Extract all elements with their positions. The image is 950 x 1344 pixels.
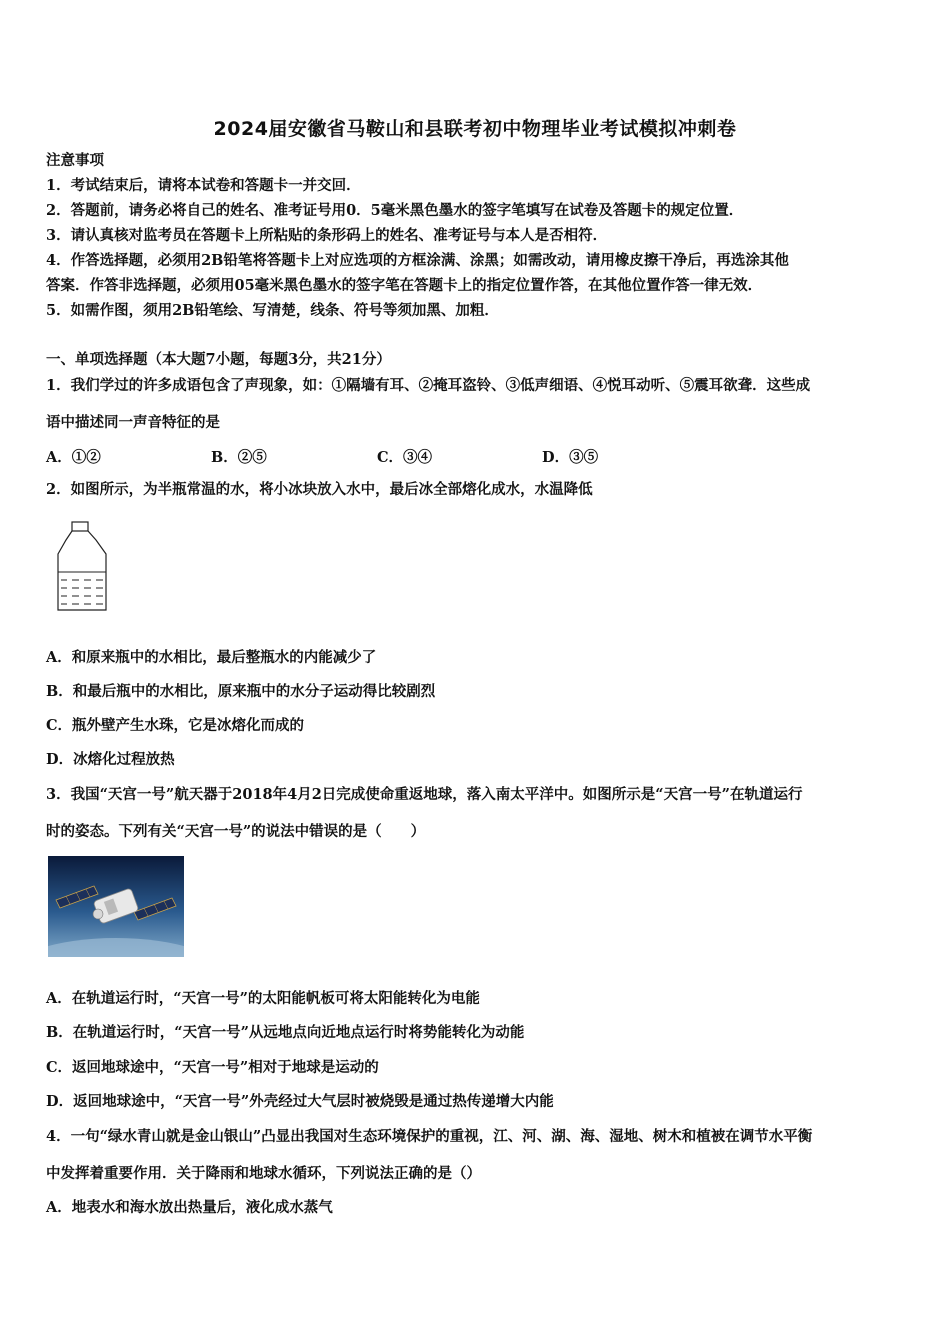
notice-item: 5．如需作图，须用2B铅笔绘、写清楚，线条、符号等须加黑、加粗．: [46, 302, 499, 319]
bottle-cap-shape: [72, 522, 88, 531]
question-3-stem: 3．我国“天宫一号”航天器于2018年4月2日完成使命重返地球，落入南太平洋中。如图所示是“天宫一号”在轨道运行: [46, 786, 803, 803]
notice-item: 2．答题前，请务必将自己的姓名、准考证号用0．5毫米黑色墨水的签字笔填写在试卷及答题卡的规定位置．: [46, 202, 744, 219]
question-4-option-a[interactable]: A．地表水和海水放出热量后，液化成水蒸气: [46, 1199, 333, 1216]
question-1-stem: 1．我们学过的许多成语包含了声现象，如：①隔墙有耳、②掩耳盗铃、③低声细语、④悦耳动听、⑤震耳欲聋．这些成: [46, 377, 811, 394]
half-bottle-figure: [52, 520, 112, 616]
option-c[interactable]: C．③④: [377, 449, 433, 466]
question-2-option-d[interactable]: D．冰熔化过程放热: [46, 751, 175, 768]
question-4-stem: 中发挥着重要作用．关于降雨和地球水循环，下列说法正确的是（）: [46, 1165, 481, 1182]
notice-heading: 注意事项: [46, 152, 104, 169]
question-1-stem: 语中描述同一声音特征的是: [46, 414, 220, 431]
option-a[interactable]: A．①②: [46, 449, 101, 466]
notice-item: 答案．作答非选择题，必须用05毫米黑色墨水的签字笔在答题卡上的指定位置作答，在其他位置作答一律无效．: [46, 277, 763, 294]
question-4-stem: 4．一句“绿水青山就是金山银山”凸显出我国对生态环境保护的重视，江、河、湖、海、湿地、树木和植被在调节水平衡: [46, 1128, 813, 1145]
bottle-body-shape: [58, 531, 106, 610]
option-b[interactable]: B．②⑤: [211, 449, 267, 466]
water-lines: [58, 572, 106, 604]
question-2-stem: 2．如图所示，为半瓶常温的水，将小冰块放入水中，最后冰全部熔化成水，水温降低: [46, 481, 593, 498]
question-3-option-c[interactable]: C．返回地球途中，“天宫一号”相对于地球是运动的: [46, 1059, 379, 1076]
question-3-stem: 时的姿态。下列有关“天宫一号”的说法中错误的是（ ）: [46, 823, 426, 840]
option-d[interactable]: D．③⑤: [542, 449, 599, 466]
question-3-option-d[interactable]: D．返回地球途中，“天宫一号”外壳经过大气层时被烧毁是通过热传递增大内能: [46, 1093, 554, 1110]
question-2-option-c[interactable]: C．瓶外壁产生水珠，它是冰熔化而成的: [46, 717, 305, 734]
notice-item: 4．作答选择题，必须用2B铅笔将答题卡上对应选项的方框涂满、涂黑；如需改动，请用橡皮擦干净后，再选涂其他: [46, 252, 789, 269]
section-heading: 一、单项选择题（本大题7小题，每题3分，共21分）: [46, 351, 391, 368]
question-2-option-a[interactable]: A．和原来瓶中的水相比，最后整瓶水的内能减少了: [46, 649, 377, 666]
page-title: 2024届安徽省马鞍山和县联考初中物理毕业考试模拟冲刺卷: [213, 118, 737, 140]
question-3-option-a[interactable]: A．在轨道运行时，“天宫一号”的太阳能帆板可将太阳能转化为电能: [46, 990, 480, 1007]
tiangong-1-photo: [48, 856, 184, 957]
question-3-option-b[interactable]: B．在轨道运行时，“天宫一号”从远地点向近地点运行时将势能转化为动能: [46, 1024, 525, 1041]
question-2-option-b[interactable]: B．和最后瓶中的水相比，原来瓶中的水分子运动得比较剧烈: [46, 683, 436, 700]
notice-item: 1．考试结束后，请将本试卷和答题卡一并交回．: [46, 177, 361, 194]
notice-item: 3．请认真核对监考员在答题卡上所粘贴的条形码上的姓名、准考证号与本人是否相符．: [46, 227, 608, 244]
